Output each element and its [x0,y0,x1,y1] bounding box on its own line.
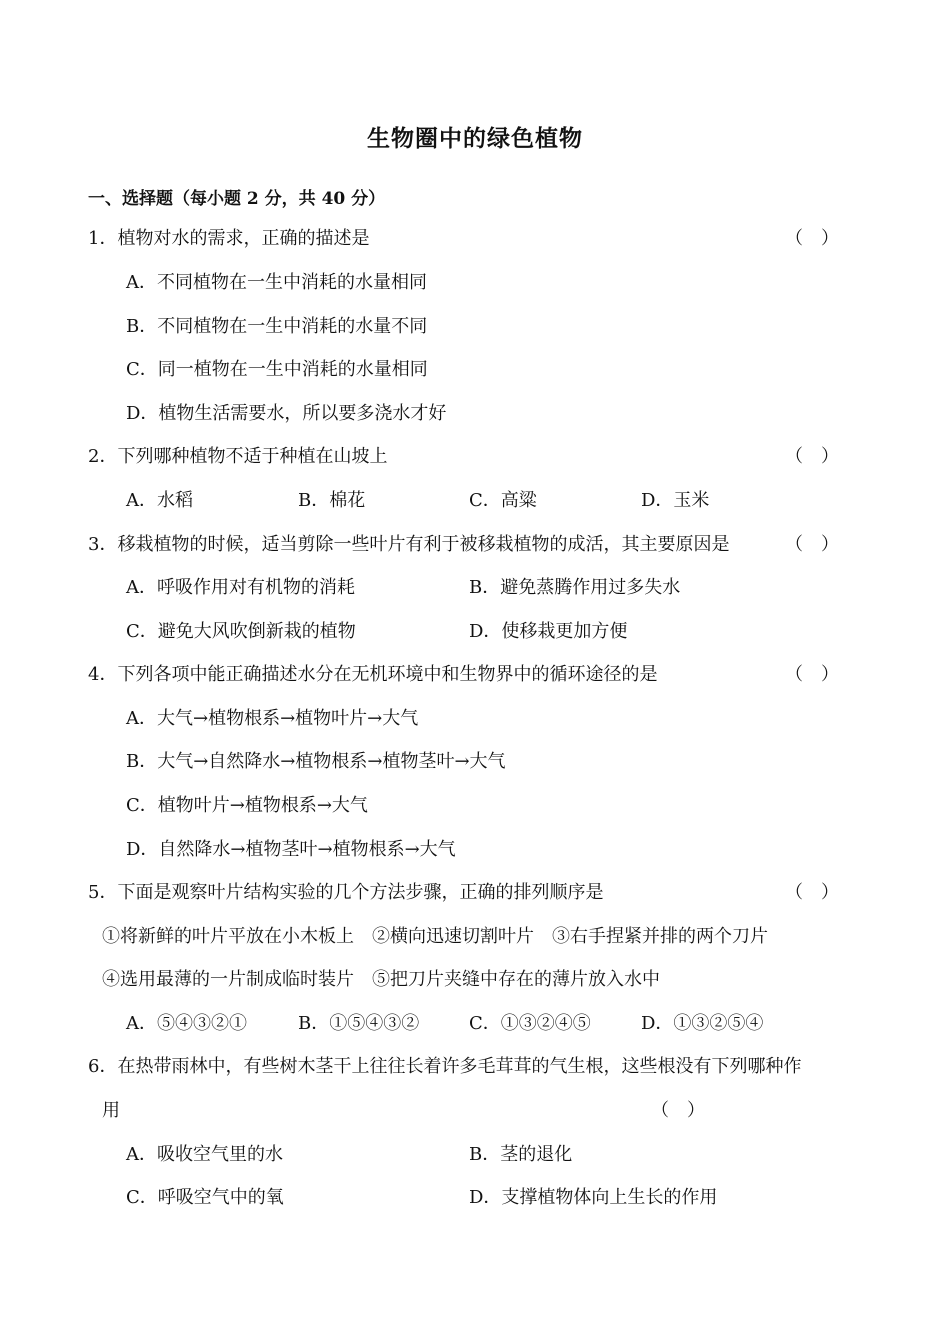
question-1-option-b: B．不同植物在一生中消耗的水量不同 [126,316,428,337]
section-heading: 一、选择题（每小题 2 分，共 40 分） [88,189,386,209]
question-6-option-d: D．支撑植物体向上生长的作用 [469,1187,718,1208]
question-4-stem: 4．下列各项中能正确描述水分在无机环境中和生物界中的循环途径的是 [88,664,658,685]
question-1-option-a: A．不同植物在一生中消耗的水量相同 [126,272,427,293]
question-5-steps-line-2: ④选用最薄的一片制成临时装片 ⑤把刀片夹缝中存在的薄片放入水中 [102,969,660,990]
question-1-option-c: C．同一植物在一生中消耗的水量相同 [126,359,428,380]
question-3-stem: 3．移栽植物的时候，适当剪除一些叶片有利于被移栽植物的成活，其主要原因是 [88,534,730,555]
question-5-option-d: D．①③②⑤④ [641,1013,764,1034]
question-1-stem: 1．植物对水的需求，正确的描述是 [88,228,370,249]
question-2-option-a: A．水稻 [126,490,193,511]
question-6-option-b: B．茎的退化 [469,1144,573,1165]
question-2-option-d: D．玉米 [641,490,710,511]
question-3-option-b: B．避免蒸腾作用过多失水 [469,577,681,598]
question-1-option-d: D．植物生活需要水，所以要多浇水才好 [126,403,447,424]
question-3-answer-blank: （ ） [785,534,839,555]
question-5-option-c: C．①③②④⑤ [469,1013,591,1034]
question-5-answer-blank: （ ） [785,882,839,903]
question-5-steps-line-1: ①将新鲜的叶片平放在小木板上 ②横向迅速切割叶片 ③右手捏紧并排的两个刀片 [102,926,768,947]
question-2-option-c: C．高粱 [469,490,537,511]
question-4-option-a: A．大气→植物根系→植物叶片→大气 [126,708,419,729]
question-2-option-b: B．棉花 [298,490,366,511]
question-6-answer-blank: （ ） [651,1100,705,1121]
question-6-stem-continued: 用 [102,1100,120,1121]
question-3-option-d: D．使移栽更加方便 [469,621,628,642]
question-3-option-c: C．避免大风吹倒新栽的植物 [126,621,356,642]
question-1-answer-blank: （ ） [785,228,839,249]
question-4-option-b: B．大气→自然降水→植物根系→植物茎叶→大气 [126,751,506,772]
question-4-option-d: D．自然降水→植物茎叶→植物根系→大气 [126,839,456,860]
question-2-stem: 2．下列哪种植物不适于种植在山坡上 [88,446,388,467]
question-4-answer-blank: （ ） [785,664,839,685]
question-6-option-c: C．呼吸空气中的氧 [126,1187,284,1208]
question-5-option-a: A．⑤④③②① [126,1013,247,1034]
question-6-option-a: A．吸收空气里的水 [126,1144,283,1165]
question-6-stem: 6．在热带雨林中，有些树木茎干上往往长着许多毛茸茸的气生根，这些根没有下列哪种作 [88,1056,802,1077]
question-3-option-a: A．呼吸作用对有机物的消耗 [126,577,355,598]
question-5-option-b: B．①⑤④③② [298,1013,420,1034]
question-4-option-c: C．植物叶片→植物根系→大气 [126,795,368,816]
question-2-answer-blank: （ ） [785,446,839,467]
page-title: 生物圈中的绿色植物 [367,125,583,152]
question-5-stem: 5．下面是观察叶片结构实验的几个方法步骤，正确的排列顺序是 [88,882,604,903]
